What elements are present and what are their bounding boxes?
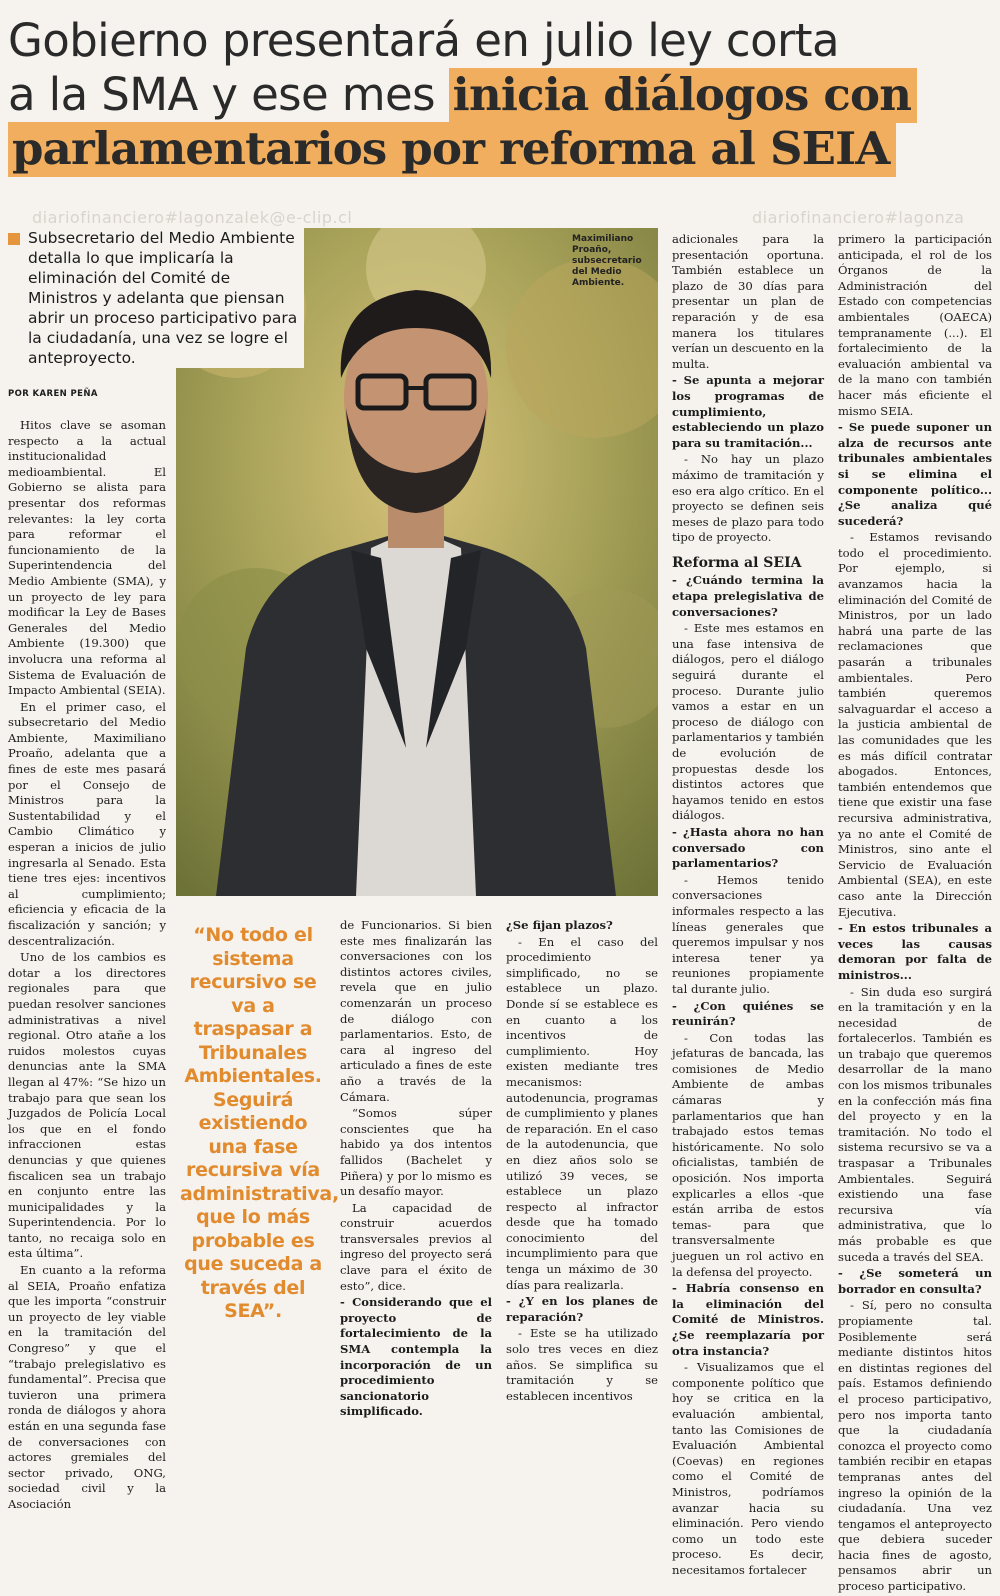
headline <box>8 14 992 176</box>
paragraph: - Sin duda eso surgirá en la tramitación y en la necesidad de fortalecerlos. También es un trabajo que queremos desarrollar de la mano con los mismos tribunales en la confección más fina del proyecto y en la tramitación. No todo el sistema recursivo se va a traspasar a Tribunales Ambientales. Seguirá existiendo una fase recursiva vía administrativa, que lo más probable es que suceda a través del SEA. <box>838 984 992 1264</box>
question: - Se puede suponer un alza de recursos ante tribunales ambientales si se elimina el componente político... ¿Se analiza qué sucederá? <box>838 420 992 528</box>
pull-quote: “No todo el sistema recursivo se va a traspasar a Tribunales Ambientales. Seguirá existiendo una fase recursiva vía administrativa, que lo más probable es que suceda a través del SEA”. <box>180 924 339 1322</box>
section-heading: Reforma al SEIA <box>672 554 802 571</box>
paragraph: - Visualizamos que el componente político que hoy se critica en la evaluación ambiental, tanto las Comisiones de Evaluación Ambiental (Coevas) en regiones como el Comité de Ministros, podríamos avanzar hacia su eliminación. Pero viendo como un todo este proceso. Es decir, necesitamos fortalecer <box>672 1360 824 1577</box>
paragraph: - Sí, pero no consulta propiamente tal. Posiblemente será mediante distintos hitos en distintas regiones del país. Estamos definiendo el proceso participativo, pero nos importa tanto que la ciudadanía conozca el proyecto como también recibir en etapas tempranas antes del ingreso la opinión de la ciudadanía. Una vez tengamos el anteproyecto que debiera suceder hacia fines de agosto, pensamos abrir un proceso participativo. <box>838 1298 992 1594</box>
paragraph: - Este se ha utilizado solo tres veces en diez años. Se simplifica su tramitación y se establecen incentivos <box>506 1326 658 1403</box>
watermark-left: diariofinanciero#lagonzalek@e-clip.cl <box>32 208 353 227</box>
question: - En estos tribunales a veces las causas demoran por falta de ministros... <box>838 921 992 982</box>
paragraph: de Funcionarios. Si bien este mes finalizarán las conversaciones con los distintos actores civiles, revela que en julio comenzarán un proceso de diálogo con parlamentarios. Esto, de cara al ingreso del articulado a fines de este año a través de la Cámara. <box>340 918 492 1104</box>
lead-text: Subsecretario del Medio Ambiente detalla lo que implicaría la eliminación del Comité de Ministros y adelanta que piensan abrir un proceso participativo para la ciudadanía, una vez se logre el anteproyecto. <box>28 229 298 367</box>
paragraph: adicionales para la presentación oportuna. También establece un plazo de 30 días para presentar un plan de reparación y de esa manera los titulares verían un descuento en la multa. <box>672 232 824 371</box>
column-2 <box>340 918 492 1421</box>
byline: POR KAREN PEÑA <box>8 389 98 399</box>
question: - ¿Y en los planes de reparación? <box>506 1294 658 1324</box>
paragraph: - Este mes estamos en una fase intensiva de diálogos, pero el diálogo seguirá durante el proceso. Durante julio vamos a estar en un proceso de diálogo con parlamentarios y también de evolución de propuestas desde los distintos actores que hayamos tenido en estos diálogos. <box>672 621 824 823</box>
paragraph: - Hemos tenido conversaciones informales respecto a las líneas generales que queremos impulsar y nos interesa tener ya reuniones propiamente tal durante julio. <box>672 872 824 996</box>
question: - ¿Hasta ahora no han conversado con parlamentarios? <box>672 824 824 871</box>
question: - ¿Se someterá un borrador en consulta? <box>838 1266 992 1296</box>
headline-line-1: Gobierno presentará en julio ley corta <box>8 14 839 67</box>
paragraph: En cuanto a la reforma al SEIA, Proaño enfatiza que les importa “construir un proyecto de ley viable en la tramitación del Congreso” y que el “trabajo prelegislativo es fundamental”. Precisa que tuvieron una primera ronda de diálogos y ahora están en una segunda fase de conversaciones con actores gremiales del sector privado, ONG, sociedad civil y la Asociación <box>8 1263 166 1511</box>
paragraph: Uno de los cambios es dotar a los directores regionales para que puedan resolver sanciones administrativas a nivel regional. Otro atañe a los ruidos molestos cuyas denuncias ante la SMA llegan al 47%: “Se hizo un trabajo para que sean los Juzgados de Policía Local los que en el fondo infraccionen estas denuncias y que quienes fiscalicen sea un trabajo en conjunto entre las municipalidades y la Superintendencia. Por lo tanto, no recaiga solo en esta última”. <box>8 950 166 1261</box>
paragraph: La capacidad de construir acuerdos transversales previos al ingreso del proyecto será clave para el éxito de esto”, dice. <box>340 1200 492 1293</box>
headline-line-3 <box>8 122 992 176</box>
headline-line-2-plain: a la SMA y ese mes <box>8 68 449 121</box>
paragraph: - Estamos revisando todo el procedimiento. Por ejemplo, si avanzamos hacia la eliminación del Comité de Ministros, por un lado habrá una parte de las reclamaciones que pasarán a tribunales ambientales. Pero también queremos salvaguardar el acceso a la justicia ambiental de las comunidades que les es más difícil contratar abogados. Entonces, también entendemos que tiene que existir una fase recursiva administrativa, ya no ante el Comité de Ministros, sino ante el Servicio de Evaluación Ambiental (SEA), en este caso ante la Dirección Ejecutiva. <box>838 530 992 919</box>
question: - Considerando que el proyecto de fortalecimiento de la SMA contempla la incorporación de un procedimiento sancionatorio simplificado. <box>340 1295 492 1419</box>
column-3 <box>506 918 658 1405</box>
question: - ¿Con quiénes se reunirán? <box>672 998 824 1029</box>
paragraph: primero la participación anticipada, el rol de los Órganos de la Administración del Estado con competencias ambientales (OAECA) tempranamente (...). El fortalecimiento de la evaluación ambiental va de la mano con también hacer más eficiente el mismo SEIA. <box>838 232 992 418</box>
bullet-square-icon <box>8 233 20 245</box>
column-5 <box>838 232 992 1596</box>
question: - Habría consenso en la eliminación del Comité de Ministros. ¿Se reemplazaría por otra instancia? <box>672 1281 824 1358</box>
paragraph: En el primer caso, el subsecretario del Medio Ambiente, Maximiliano Proaño, adelanta que a fines de este mes pasará por el Consejo de Ministros para la Sustentabilidad y el Cambio Climático y esperan a inicios de julio ingresarla al Senado. Esta tiene tres ejes: incentivos al cumplimiento; eficiencia y eficacia de la fiscalización y sanción; y descentralización. <box>8 699 166 948</box>
column-4 <box>672 232 824 1579</box>
paragraph: “Somos súper conscientes que ha habido ya dos intentos fallidos (Bachelet y Piñera) y por lo mismo es un desafío mayor. <box>340 1106 492 1199</box>
watermark-right: diariofinanciero#lagonza <box>752 208 965 227</box>
headline-line-3-highlight: parlamentarios por reforma al SEIA <box>8 122 896 177</box>
photo-caption: Maximiliano Proaño, subsecretario del Medio Ambiente. <box>572 234 642 288</box>
paragraph: Hitos clave se asoman respecto a la actual institucionalidad medioambiental. El Gobierno se alista para presentar dos reformas relevantes: la ley corta para reformar el funcionamiento de la Superintendencia del Medio Ambiente (SMA), y un proyecto de ley para modificar la Ley de Bases Generales del Medio Ambiente (19.300) que involucra una reforma al Sistema de Evaluación de Impacto Ambiental (SEIA). <box>8 418 166 698</box>
question: - ¿Cuándo termina la etapa prelegislativa de conversaciones? <box>672 573 824 619</box>
headline-line-2 <box>8 68 992 122</box>
question: ¿Se fijan plazos? <box>506 918 613 932</box>
column-1 <box>8 418 166 1514</box>
paragraph: - No hay un plazo máximo de tramitación y eso era algo crítico. En el proyecto se definen seis meses de plazo para todo tipo de proyecto. <box>672 452 824 545</box>
headline-line-2-highlight: inicia diálogos con <box>449 68 917 123</box>
question: - Se apunta a mejorar los programas de cumplimiento, estableciendo un plazo para su tramitación... <box>672 373 824 450</box>
paragraph: - Con todas las jefaturas de bancada, las comisiones de Medio Ambiente de ambas cámaras y parlamentarios que han trabajado estos temas históricamente. No solo oficialistas, también de oposición. Nos importa explicarles a ellos -que están arriba de estos temas- para que transversalmente jueguen un rol activo en la defensa del proyecto. <box>672 1030 824 1279</box>
lead-box <box>8 228 304 368</box>
paragraph: - En el caso del procedimiento simplificado, no se establece un plazo. Donde sí se establece es en cuanto a los incentivos de cumplimiento. Hoy existen mediante tres mecanismos: autodenuncia, programas de cumplimiento y planes de reparación. En el caso de la autodenuncia, que en diez años solo se utilizó 39 veces, se establece un plazo respecto al infractor desde que ha tomado conocimiento del incumplimiento para que tenga un máximo de 30 días para realizarla. <box>506 934 658 1292</box>
